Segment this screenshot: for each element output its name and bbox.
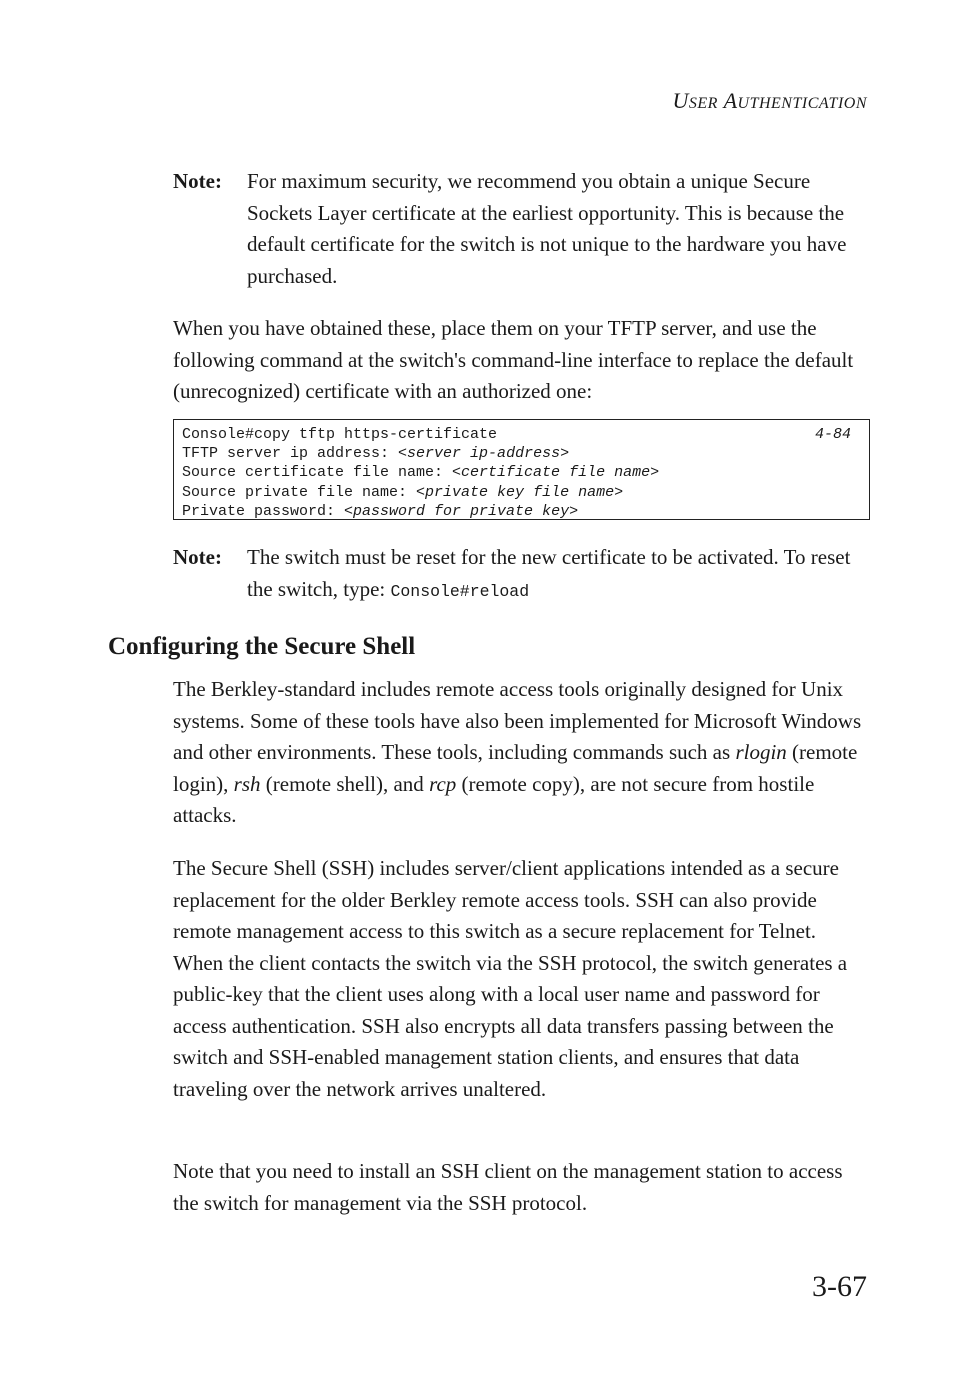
code-line-5 xyxy=(182,502,861,521)
code-bracket: > xyxy=(650,464,660,482)
para-text: (remote shell), and xyxy=(260,771,430,796)
header-rest-authentication: UTHENTICATION xyxy=(737,95,867,112)
paragraph-ssh-client: Note that you need to install an SSH client on the management station to access the switch for management via the SSH protocol. xyxy=(173,1159,843,1215)
code-bracket: > xyxy=(569,502,579,520)
note-label: Note: xyxy=(173,545,222,569)
code-line-4 xyxy=(182,483,861,502)
code-line-3 xyxy=(182,463,861,482)
note-security xyxy=(173,166,865,292)
code-prompt: TFTP server ip address: < xyxy=(182,445,408,463)
note-text-body: The switch must be reset for the new certificate to be activated. To reset the switch, type: xyxy=(247,545,851,601)
reload-command: Console#reload xyxy=(390,581,530,601)
code-variable: private key file name xyxy=(425,483,615,501)
code-prompt: Source certificate file name: < xyxy=(182,464,462,482)
term-rsh: rsh xyxy=(233,771,261,796)
paragraph-ssh: The Secure Shell (SSH) includes server/client applications intended as a secure replacement for the older Berkley remote access tools. SSH can also provide remote management access to this switch as a secure replacement for Telnet. When the client contacts the switch via the SSH protocol, the switch generates a public-key that the client uses along with a local user name and password for access authentication. SSH also encrypts all data transfers passing between the switch and SSH-enabled management station clients, and ensures that data traveling over the network arrives unaltered. xyxy=(173,856,848,1101)
note-reset xyxy=(173,542,865,607)
para-text: (remote copy), are not secure from hostile attacks. xyxy=(173,771,815,827)
note-text: For maximum security, we recommend you obtain a unique Secure Sockets Layer certificate at the earliest opportunity. This is because the default certificate for the switch is not unique to the hardware you have purchased. xyxy=(247,169,847,288)
header-cap-u: U xyxy=(672,88,689,113)
code-bracket: > xyxy=(560,445,570,463)
page-number: 3-67 xyxy=(812,1270,867,1303)
code-line-2 xyxy=(182,444,861,463)
code-block xyxy=(173,419,870,520)
header-rest-user: SER xyxy=(688,95,718,112)
code-variable: certificate file name xyxy=(461,464,651,482)
running-header xyxy=(673,88,867,114)
note-label: Note: xyxy=(173,169,222,193)
para-text: The Berkley-standard includes remote access tools originally designed for Unix systems. Some of these tools have also been implemented for Microsoft Windows and other environments. These tools, including commands such as xyxy=(173,677,862,764)
section-title: Configuring the Secure Shell xyxy=(108,633,416,660)
code-variable: server ip-address xyxy=(407,445,561,463)
header-cap-a: A xyxy=(723,88,738,113)
para-text: (remote login), xyxy=(173,740,858,796)
code-prompt: Source private file name: < xyxy=(182,483,426,501)
term-rlogin: rlogin xyxy=(735,740,787,764)
term-rcp: rcp xyxy=(429,771,457,796)
paragraph-berkley xyxy=(173,674,865,832)
paragraph-obtain-certificate: When you have obtained these, place them on your TFTP server, and use the following command at the switch's command-line interface to replace the default (unrecognized) certificate with an authorized one: xyxy=(173,316,854,403)
code-variable: password for private key xyxy=(353,502,570,520)
code-bracket: > xyxy=(614,483,624,501)
note-text xyxy=(247,542,865,607)
code-line-1 xyxy=(182,425,861,444)
code-command: Console#copy tftp https-certificate xyxy=(182,426,498,443)
code-page-reference: 4-84 xyxy=(814,426,851,443)
code-prompt: Private password: < xyxy=(182,502,354,520)
